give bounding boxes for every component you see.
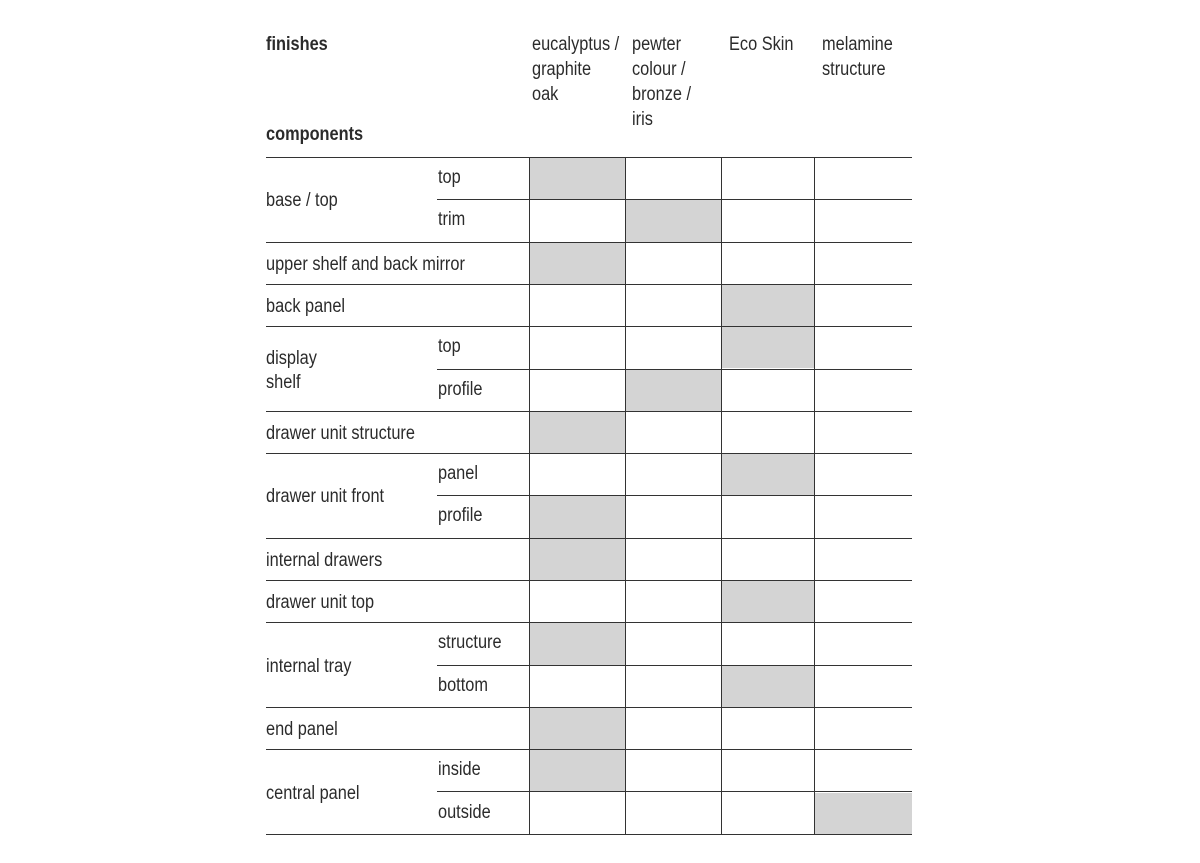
finish-cell-filled (815, 793, 912, 834)
component-row-rule (266, 580, 912, 581)
column-header-line: graphite (532, 59, 592, 80)
component-name-line: drawer unit top (266, 592, 375, 614)
column-header-line: melamine (822, 34, 893, 55)
finish-cell-filled (530, 539, 625, 580)
component-name (266, 718, 338, 742)
subcomponent-label: panel (438, 463, 478, 485)
component-row-rule (266, 453, 912, 454)
subcomponent-label: top (438, 167, 461, 188)
finish-cell-filled (530, 243, 625, 284)
component-name-line: upper shelf and back mirror (266, 253, 465, 275)
finish-cell-filled (626, 370, 721, 411)
column-header-line: Eco Skin (729, 34, 794, 55)
subcomponent-label: profile (438, 505, 483, 527)
subcomponent-label: structure (438, 632, 502, 654)
column-divider (529, 157, 530, 834)
finish-cell-filled (530, 750, 625, 791)
finishes-heading: finishes (266, 34, 328, 55)
column-divider (814, 157, 815, 834)
component-row-rule (266, 284, 912, 285)
finish-cell-filled (530, 623, 625, 664)
finish-cell-filled (530, 496, 625, 537)
subcomponent-label: trim (438, 209, 466, 231)
component-name-line: display (266, 347, 317, 369)
column-header-line: eucalyptus / (532, 34, 620, 55)
component-name (266, 347, 317, 395)
component-name (266, 485, 384, 509)
finish-cell-filled (722, 581, 814, 622)
column-header-line: oak (532, 84, 559, 105)
component-name (266, 253, 465, 277)
component-name-line: drawer unit front (266, 486, 385, 508)
finish-cell-filled (722, 327, 814, 368)
subcomponent-row-rule (437, 495, 912, 496)
finish-cell-filled (530, 412, 625, 453)
component-name (266, 591, 374, 615)
component-name-line: base / top (266, 190, 338, 212)
column-header-line: structure (822, 59, 886, 80)
finish-cell-filled (722, 454, 814, 495)
finish-cell-filled (722, 666, 814, 707)
component-name-line: internal tray (266, 655, 352, 677)
subcomponent-label: inside (438, 759, 481, 781)
column-header-line: pewter (632, 34, 682, 55)
column-header-line: iris (632, 109, 653, 130)
subcomponent-label: top (438, 336, 461, 358)
component-name (266, 782, 360, 806)
component-name-line: shelf (266, 371, 301, 393)
column-divider (721, 157, 722, 834)
component-name-line: drawer unit structure (266, 422, 415, 444)
component-row-rule (266, 326, 912, 327)
finish-cell-filled (530, 158, 625, 199)
subcomponent-label: outside (438, 801, 491, 823)
component-name (266, 189, 338, 213)
component-name-line: internal drawers (266, 549, 383, 571)
component-name-line: end panel (266, 719, 338, 741)
component-name-line: central panel (266, 782, 360, 804)
subcomponent-label: profile (438, 378, 483, 400)
finish-cell-filled (530, 708, 625, 749)
subcomponent-row-rule (437, 665, 912, 666)
component-name (266, 295, 345, 319)
finish-cell-filled (722, 285, 814, 326)
finish-cell-filled (626, 200, 721, 241)
component-name-line: back panel (266, 296, 346, 318)
column-divider (625, 157, 626, 834)
component-name (266, 549, 382, 573)
component-row-rule (266, 834, 912, 835)
component-name (266, 655, 351, 679)
column-header-line: colour / (632, 59, 686, 80)
component-name (266, 422, 415, 446)
subcomponent-label: bottom (438, 674, 488, 696)
column-header-line: bronze / (632, 84, 692, 105)
components-heading: components (266, 124, 364, 145)
